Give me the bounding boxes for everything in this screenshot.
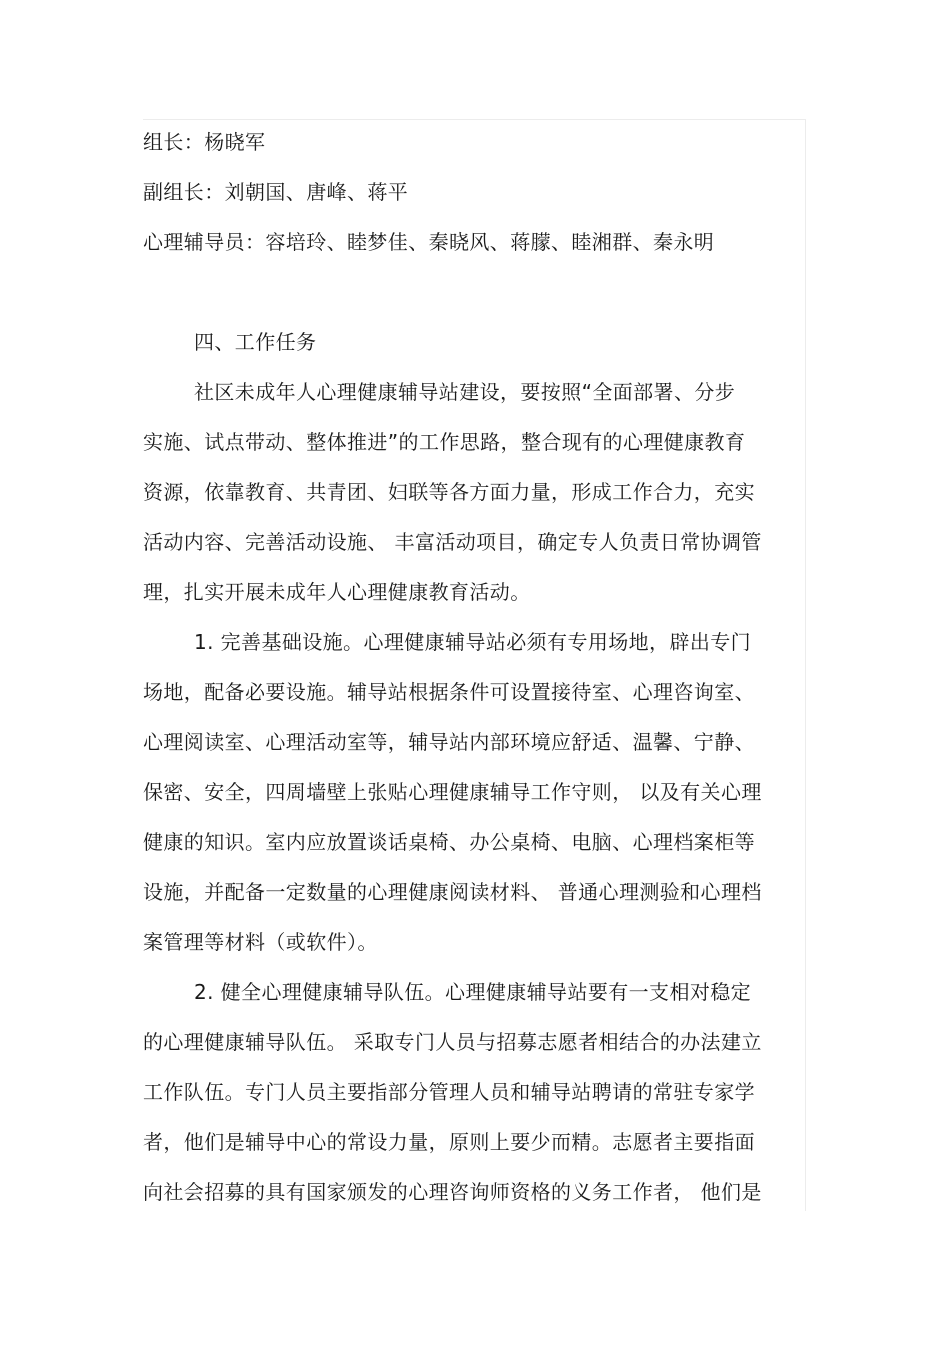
item1-line: 保密、安全，四周墙壁上张贴心理健康辅导工作守则， 以及有关心理: [143, 780, 762, 804]
item2-line: 者，他们是辅导中心的常设力量，原则上要少而精。志愿者主要指面: [143, 1130, 755, 1154]
item1-line: 场地，配备必要设施。辅导站根据条件可设置接待室、心理咨询室、: [143, 680, 755, 704]
item2-line: 2. 健全心理健康辅导队伍。心理健康辅导站要有一支相对稳定: [194, 980, 752, 1004]
intro-line: 社区未成年人心理健康辅导站建设，要按照“全面部署、分步: [194, 380, 736, 404]
item1-line: 1. 完善基础设施。心理健康辅导站必须有专用场地，辟出专门: [194, 630, 752, 654]
intro-line: 理，扎实开展未成年人心理健康教育活动。: [143, 580, 531, 604]
section-heading: 四、工作任务: [194, 330, 317, 354]
item2-line: 向社会招募的具有国家颁发的心理咨询师资格的义务工作者， 他们是: [143, 1180, 762, 1204]
item2-line: 工作队伍。专门人员主要指部分管理人员和辅导站聘请的常驻专家学: [143, 1080, 755, 1104]
item1-line: 案管理等材料（或软件）。: [143, 930, 378, 954]
item1-line: 健康的知识。室内应放置谈话桌椅、办公桌椅、电脑、心理档案柜等: [143, 830, 755, 854]
counselors-line: 心理辅导员：容培玲、睦梦佳、秦晓风、蒋朦、睦湘群、秦永明: [143, 230, 715, 254]
intro-line: 活动内容、完善活动设施、 丰富活动项目，确定专人负责日常协调管: [143, 530, 762, 554]
item1-line: 心理阅读室、心理活动室等，辅导站内部环境应舒适、温馨、宁静、: [143, 730, 755, 754]
deputy-leaders-line: 副组长：刘朝国、唐峰、蒋平: [143, 180, 409, 204]
intro-line: 实施、试点带动、整体推进”的工作思路，整合现有的心理健康教育: [143, 430, 746, 454]
leader-line: 组长：杨晓军: [143, 130, 266, 154]
item1-line: 设施，并配备一定数量的心理健康阅读材料、 普通心理测验和心理档: [143, 880, 762, 904]
intro-line: 资源，依靠教育、共青团、妇联等各方面力量，形成工作合力，充实: [143, 480, 755, 504]
item2-line: 的心理健康辅导队伍。 采取专门人员与招募志愿者相结合的办法建立: [143, 1030, 762, 1054]
